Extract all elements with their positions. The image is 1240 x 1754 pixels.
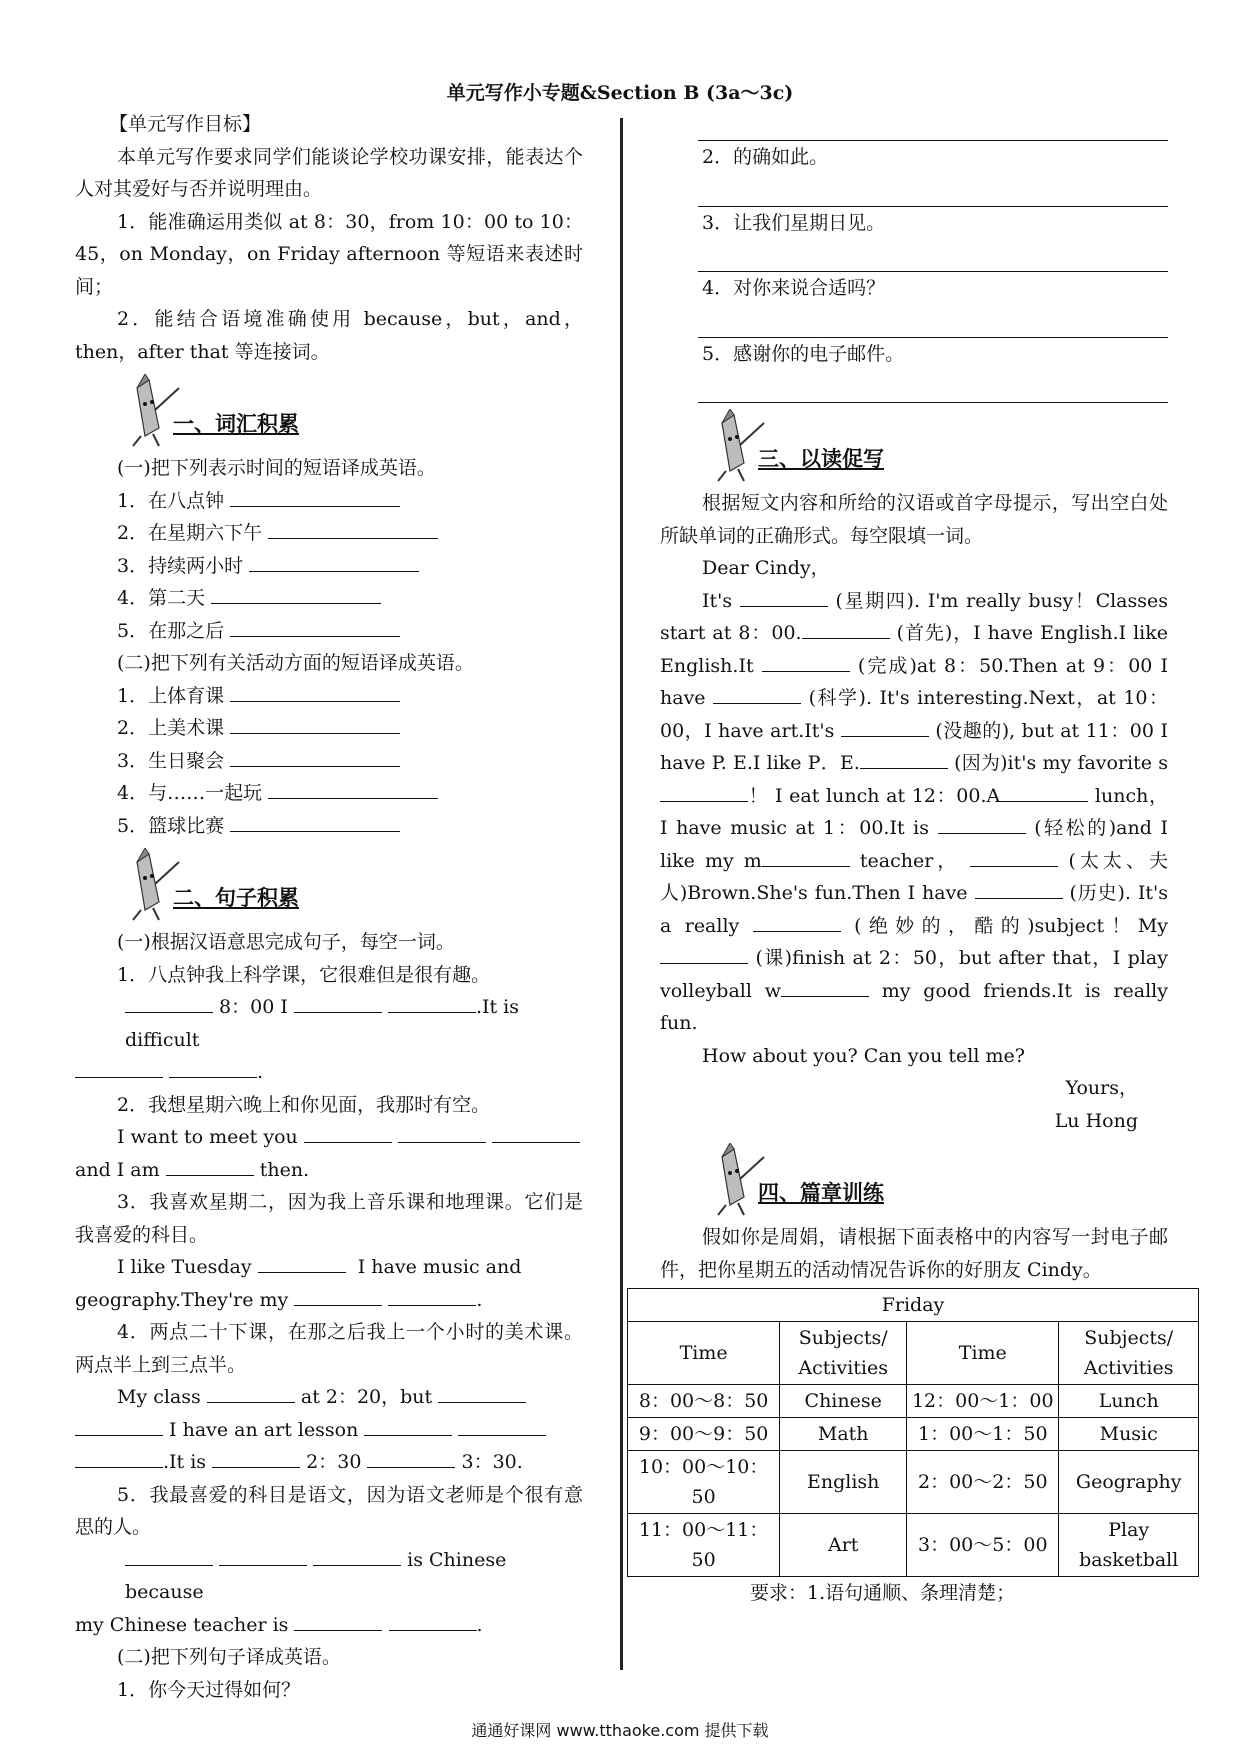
answer-blank[interactable] [249,551,419,572]
q1-text-b: .It is difficult [125,996,519,1051]
question-5-prompt: 5．我最喜爱的科目是语文，因为语文老师是个很有意思的人。 [75,1483,583,1538]
list-item-label: 2．上美术课 [117,717,225,739]
question-3-line [75,1251,583,1284]
answer-blank[interactable] [75,1447,163,1468]
q5-text-a: is Chinese because [125,1548,507,1603]
answer-blank[interactable] [367,1447,455,1468]
table-cell: 3：00～5：00 [907,1514,1059,1577]
answer-blank[interactable] [219,1545,307,1566]
letter-text: teacher， [859,849,961,872]
s1-part1-instruction: (一)把下列表示时间的短语译成英语。 [117,457,436,479]
answer-blank[interactable] [841,716,929,737]
letter-signature: Lu Hong [1054,1109,1138,1132]
section-4-title: 四、篇章训练 [758,1180,884,1205]
answer-blank[interactable] [492,1122,580,1143]
table-cell: Geography [1059,1451,1199,1514]
translate-item-4: 4．对你来说合适吗？ [702,277,886,299]
answer-blank[interactable] [740,586,828,607]
table-row [628,1385,1199,1418]
question-5-line [75,1544,583,1609]
section-1-title: 一、词汇积累 [173,411,299,436]
answer-line[interactable] [698,370,1168,403]
friday-schedule-table [627,1288,1199,1577]
letter-text: lunch，I have music at 1：00.It is [660,784,1168,839]
translate-item-1: 1．你今天过得如何？ [117,1678,301,1701]
list-item [75,777,583,810]
letter-text: (星期四). I'm really busy！Classes start at 8：00. [660,589,1169,644]
list-item [75,615,583,648]
answer-blank[interactable] [294,1285,382,1306]
q4-text-c: I have an art lesson [169,1418,359,1441]
letter-text: (首先)，I have English.I like English.It [660,622,1169,677]
list-item-label: 4．第二天 [117,587,206,609]
question-4-prompt: 4．两点二十下课，在那之后我上一个小时的美术课。两点半上到三点半。 [75,1321,583,1376]
requirement-text: 要求：1.语句通顺、条理清楚； [750,1582,1016,1604]
list-item-label: 4．与……一起玩 [117,782,263,804]
answer-blank[interactable] [75,1415,163,1436]
answer-blank[interactable] [125,992,213,1013]
q4-text-d: .It is [163,1451,207,1473]
list-item [75,485,583,518]
answer-blank[interactable] [230,811,400,832]
question-3-prompt: 3．我喜欢星期二，因为我上音乐课和地理课。它们是我喜爱的科目。 [75,1191,583,1246]
question-2-prompt: 2．我想星期六晚上和你见面，我那时有空。 [117,1093,491,1116]
answer-line[interactable] [698,239,1168,272]
column-header: Time [628,1322,780,1385]
table-caption-row [628,1289,1199,1322]
page-title: 单元写作小专题&Section B (3a～3c) [446,82,794,104]
list-item [75,582,583,615]
s1-part2-instruction: (二)把下列有关活动方面的短语译成英语。 [117,652,474,674]
question-4-line [75,1381,583,1414]
table-cell: 9：00～9：50 [628,1418,780,1451]
goal-item-1: 1．能准确运用类似 at 8：30，from 10：00 to 10：45，on Monday，on Friday afternoon 等短语来表述时间； [75,210,583,298]
answer-blank[interactable] [230,681,400,702]
answer-blank[interactable] [660,943,748,964]
section-2-title: 二、句子积累 [173,885,299,910]
answer-blank[interactable] [860,748,948,769]
answer-blank[interactable] [753,911,841,932]
letter-text: (历史). It's a really [660,882,1168,937]
letter-yours: Yours， [1065,1077,1138,1099]
letter-text: (课)finish at 2：50，but after that，I play volleyball w [660,947,1168,1002]
column-header: Time [907,1322,1059,1385]
table-cell: Lunch [1059,1385,1199,1418]
q4-text-f: 3：30. [461,1451,523,1473]
page-footer: 通通好课网 www.tthaoke.com 提供下载 [471,1721,769,1740]
goal-intro: 本单元写作要求同学们能谈论学校功课安排，能表达个人对其爱好与否并说明理由。 [75,145,583,200]
answer-blank[interactable] [230,486,400,507]
letter-closing-question: How about you? Can you tell me? [702,1044,1025,1067]
q1-text-a: 8：00 I [219,996,288,1018]
table-cell: Chinese [780,1385,907,1418]
column-header: Subjects/ Activities [1059,1322,1199,1385]
letter-text: (完成)at 8：50.Then at 9：00 I have [660,654,1168,709]
answer-blank[interactable] [230,713,400,734]
question-2-line-2 [75,1154,583,1187]
table-header-row [628,1322,1199,1385]
answer-blank[interactable] [230,616,400,637]
answer-blank[interactable] [660,781,748,802]
answer-blank[interactable] [258,1252,346,1273]
list-item-label: 5．篮球比赛 [117,814,225,837]
list-item [75,745,583,778]
table-cell: 8：00～8：50 [628,1385,780,1418]
answer-blank[interactable] [268,778,438,799]
section-1-header [75,368,583,452]
q4-text-e: 2：30 [306,1451,362,1473]
answer-blank[interactable] [438,1382,526,1403]
goal-title: 【单元写作目标】 [109,113,262,135]
answer-blank[interactable] [388,1285,476,1306]
table-cell: 10：00～10：50 [628,1451,780,1514]
answer-blank[interactable] [75,1057,163,1078]
question-3-line-2: geography.They're my . [75,1284,583,1317]
answer-blank[interactable] [268,518,438,539]
answer-blank[interactable] [398,1122,486,1143]
column-header: Subjects/ Activities [780,1322,907,1385]
list-item-label: 1．在八点钟 [117,489,225,512]
s2-part1-instruction: (一)根据汉语意思完成句子，每空一词。 [117,931,455,953]
q4-text-a: My class [117,1386,201,1408]
table-cell: English [780,1451,907,1514]
list-item-label: 5．在那之后 [117,619,225,642]
translate-item-5: 5．感谢你的电子邮件。 [702,342,905,365]
table-caption: Friday [628,1289,1199,1322]
s4-instruction: 假如你是周娟，请根据下面表格中的内容写一封电子邮件，把你星期五的活动情况告诉你的好朋友 Cindy。 [660,1226,1168,1281]
right-column [638,108,1182,1610]
question-5-line-2: my Chinese teacher is . [75,1609,583,1642]
goal-item-2: 2．能结合语境准确使用 because，but，and，then，after that 等连接词。 [75,308,583,363]
letter-text: my good friends.It is really fun. [660,979,1168,1034]
answer-blank[interactable] [166,1155,254,1176]
answer-line[interactable] [698,174,1168,207]
q3-text-a: I like Tuesday [117,1256,252,1278]
letter-text: (科学). It's interesting.Next，at 10：00，I have art.It's [660,687,1168,742]
translate-item-3: 3．让我们星期日见。 [702,211,886,234]
table-cell: Art [780,1514,907,1577]
list-item-label: 3．生日聚会 [117,749,225,772]
answer-blank[interactable] [458,1415,546,1436]
letter-text: It's [702,589,733,612]
q3-text-c: geography.They're my [75,1288,289,1311]
list-item [75,712,583,745]
section-3-title: 三、以读促写 [758,446,884,471]
answer-blank[interactable] [230,746,400,767]
q5-text-b: my Chinese teacher is [75,1613,289,1636]
list-item-label: 3．持续两小时 [117,554,244,577]
question-1-prompt: 1．八点钟我上科学课，它很难但是很有趣。 [117,963,491,986]
column-divider [620,118,623,1670]
question-2-line [75,1121,583,1154]
s2-part2-instruction: (二)把下列句子译成英语。 [117,1646,341,1668]
list-item [75,550,583,583]
answer-blank[interactable] [762,651,850,672]
left-column [75,108,583,1706]
q2-text-c: then. [259,1158,310,1181]
answer-blank[interactable] [389,1610,477,1631]
letter-text: (绝妙的，酷的)subject！My [854,914,1169,937]
list-item-label: 1．上体育课 [117,684,225,707]
s3-instruction: 根据短文内容和所给的汉语或首字母提示，写出空白处所缺单词的正确形式。每空限填一词。 [660,492,1168,547]
table-cell: 11：00～11：50 [628,1514,780,1577]
question-4-line-2 [75,1414,583,1447]
table-cell: 1：00～1：50 [907,1418,1059,1451]
table-row [628,1451,1199,1514]
letter-text: (没趣的), but at 11：00 I have P. E.I like P．E. [660,719,1168,774]
answer-blank[interactable] [294,992,382,1013]
question-4-line-3 [75,1446,583,1479]
letter-text: (因为)it's my favorite s [954,752,1169,774]
table-row [628,1418,1199,1451]
letter-text: ！ I eat lunch at 12：00.A [748,784,1001,807]
q4-text-b: at 2：20，but [300,1386,433,1408]
answer-blank[interactable] [212,1447,300,1468]
answer-blank[interactable] [388,992,476,1013]
answer-blank[interactable] [975,878,1063,899]
table-cell: 2：00～2：50 [907,1451,1059,1514]
answer-blank[interactable] [304,1122,392,1143]
answer-blank[interactable] [762,846,850,867]
table-cell: 12：00～1：00 [907,1385,1059,1418]
answer-blank[interactable] [364,1415,452,1436]
answer-blank[interactable] [294,1610,382,1631]
q2-text-b: and I am [75,1158,160,1181]
answer-blank[interactable] [1000,781,1088,802]
section-3-header [660,403,1168,487]
translate-item-2: 2．的确如此。 [702,146,829,168]
answer-blank[interactable] [781,976,869,997]
table-row [628,1514,1199,1577]
question-1-line [75,991,583,1056]
answer-blank[interactable] [313,1545,401,1566]
q3-text-b: I have music and [357,1256,522,1278]
letter-greeting: Dear Cindy， [702,557,830,579]
table-cell: Play basketball [1059,1514,1199,1577]
answer-blank[interactable] [713,683,801,704]
q2-text-a: I want to meet you [117,1126,298,1148]
list-item [75,517,583,550]
table-cell: Math [780,1418,907,1451]
answer-blank[interactable] [970,846,1058,867]
answer-blank[interactable] [169,1057,257,1078]
table-cell: Music [1059,1418,1199,1451]
letter-text: (轻松的)and I like my m [660,817,1168,872]
section-2-header [75,842,583,926]
letter-text: (太太、夫人)Brown.She's fun.Then I have [660,849,1168,904]
answer-line[interactable] [698,108,1168,141]
answer-blank[interactable] [802,618,890,639]
list-item-label: 2．在星期六下午 [117,522,263,544]
answer-blank[interactable] [125,1545,213,1566]
answer-line[interactable] [698,305,1168,338]
letter-body [660,585,1168,1040]
answer-blank[interactable] [211,583,381,604]
answer-blank[interactable] [938,813,1026,834]
question-1-line-2: . [75,1056,583,1089]
list-item [75,810,583,843]
list-item [75,680,583,713]
answer-blank[interactable] [207,1382,295,1403]
section-4-header [660,1137,1168,1221]
